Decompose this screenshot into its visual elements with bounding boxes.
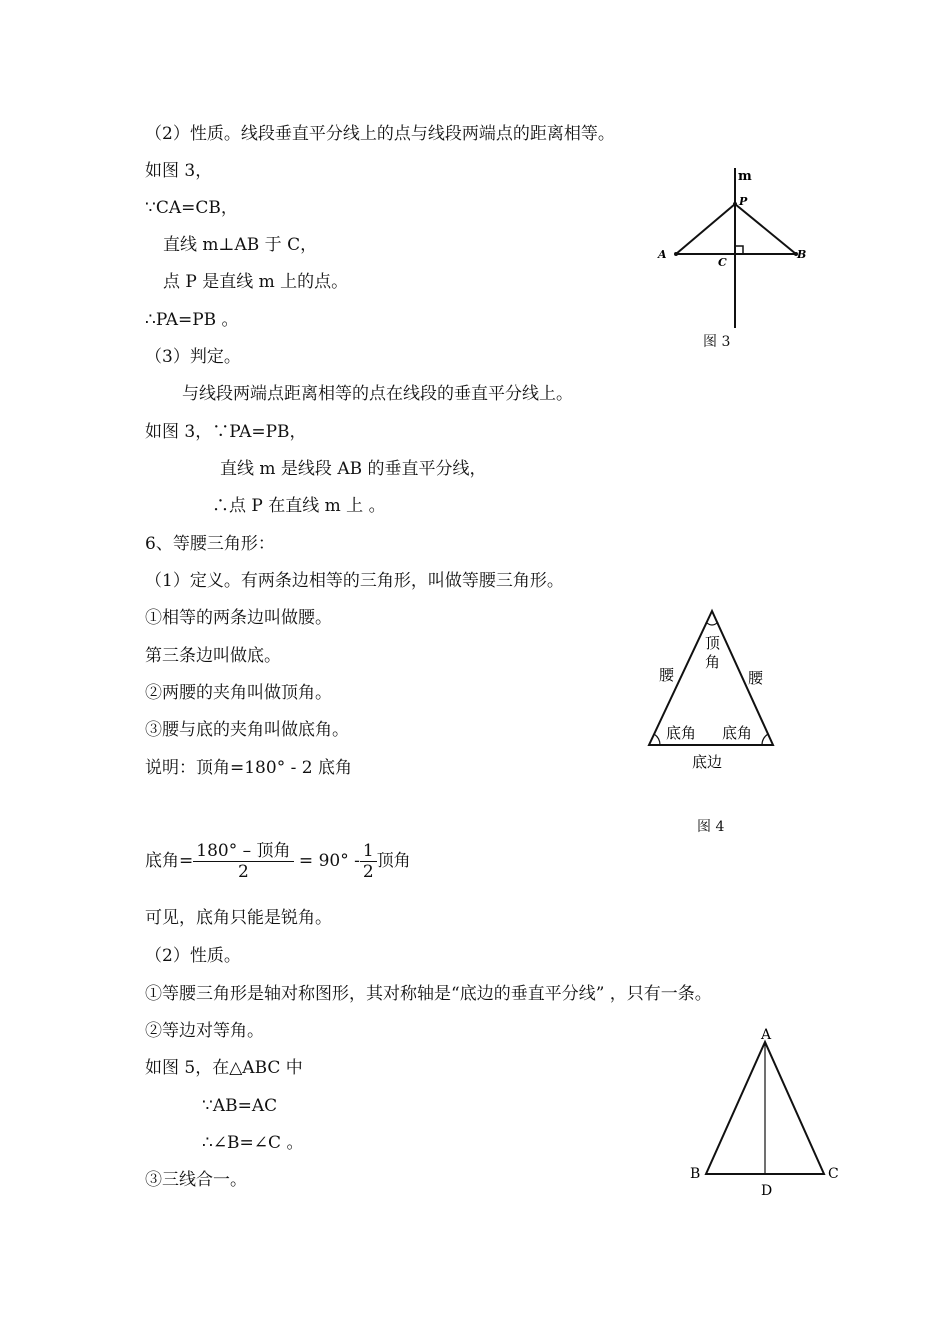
- text-line: 直线 m⊥AB 于 C，: [163, 235, 318, 255]
- text-line: 可见，底角只能是锐角。: [145, 908, 332, 928]
- text-line: ∴∠B=∠C 。: [202, 1133, 304, 1153]
- text-line: ①相等的两条边叫做腰。: [145, 608, 332, 628]
- label-m: m: [738, 169, 752, 184]
- fraction-2: [360, 841, 377, 882]
- point-a: [674, 252, 678, 256]
- figure-3: [650, 160, 840, 330]
- label-base-angle-left: 底角: [666, 724, 697, 742]
- fraction-1: [193, 841, 293, 882]
- fraction-1-numerator: 180° – 顶角: [193, 841, 293, 862]
- text-line: ②两腰的夹角叫做顶角。: [145, 683, 332, 703]
- label-leg-right: 腰: [748, 669, 764, 687]
- text-line: （2）性质。: [145, 946, 241, 966]
- text-line: （2）性质。线段垂直平分线上的点与线段两端点的距离相等。: [145, 124, 615, 144]
- figure-5: [680, 1020, 850, 1205]
- text-line: 直线 m 是线段 AB 的垂直平分线，: [220, 459, 487, 479]
- label-p: P: [739, 195, 748, 208]
- text-line: ∴PA=PB 。: [145, 310, 239, 330]
- segment-pa: [676, 204, 735, 254]
- label-d: D: [761, 1183, 773, 1199]
- text-line: ∴点 P 在直线 m 上 。: [212, 496, 386, 516]
- fraction-2-numerator: 1: [360, 841, 377, 862]
- fraction-1-denominator: 2: [237, 862, 249, 882]
- text-line: （3）判定。: [145, 347, 241, 367]
- text-line: ①等腰三角形是轴对称图形，其对称轴是“底边的垂直平分线” ，只有一条。: [145, 984, 712, 1004]
- text-line: （1）定义。有两条边相等的三角形，叫做等腰三角形。: [145, 571, 564, 591]
- formula-lhs: 底角=: [145, 851, 194, 871]
- formula: [145, 838, 411, 884]
- text-line: ②等边对等角。: [145, 1021, 264, 1041]
- text-line: ∵CA=CB，: [145, 198, 238, 218]
- fraction-2-denominator: 2: [362, 862, 374, 882]
- label-a: A: [658, 248, 667, 261]
- label-b: B: [690, 1166, 701, 1182]
- text-line: 说明：顶角=180° - 2 底角: [145, 758, 352, 778]
- text-line: 如图 3，: [145, 161, 213, 181]
- text-line: 点 P 是直线 m 上的点。: [163, 272, 349, 292]
- text-line: ③腰与底的夹角叫做底角。: [145, 720, 349, 740]
- point-p: [733, 202, 737, 206]
- label-apex-2: 角: [705, 653, 721, 671]
- left-base-angle-arc: [654, 734, 660, 745]
- text-line: 与线段两端点距离相等的点在线段的垂直平分线上。: [182, 384, 573, 404]
- right-base-angle-arc: [762, 734, 768, 745]
- section-heading: 6、等腰三角形：: [145, 534, 275, 554]
- text-line: ③三线合一。: [145, 1170, 247, 1190]
- label-leg-left: 腰: [659, 666, 675, 684]
- label-c: C: [828, 1166, 839, 1182]
- label-a: A: [761, 1027, 772, 1043]
- figure-3-caption: 图 3: [703, 334, 731, 350]
- formula-rhs: 顶角: [376, 851, 411, 871]
- segment-pb: [735, 204, 796, 254]
- text-line: 第三条边叫做底。: [145, 646, 281, 666]
- label-apex-1: 顶: [705, 634, 721, 652]
- figure-4: [640, 602, 785, 777]
- label-c: C: [718, 256, 727, 269]
- text-line: ∵AB=AC: [202, 1096, 278, 1116]
- figure-4-caption: 图 4: [697, 819, 725, 835]
- right-angle-mark: [735, 246, 743, 254]
- label-b: B: [797, 248, 807, 261]
- formula-mid: = 90° -: [298, 851, 360, 871]
- text-line: 如图 5，在△ABC 中: [145, 1058, 303, 1078]
- text-line: 如图 3，∵PA=PB，: [145, 422, 307, 442]
- label-base: 底边: [692, 753, 723, 771]
- label-base-angle-right: 底角: [722, 724, 753, 742]
